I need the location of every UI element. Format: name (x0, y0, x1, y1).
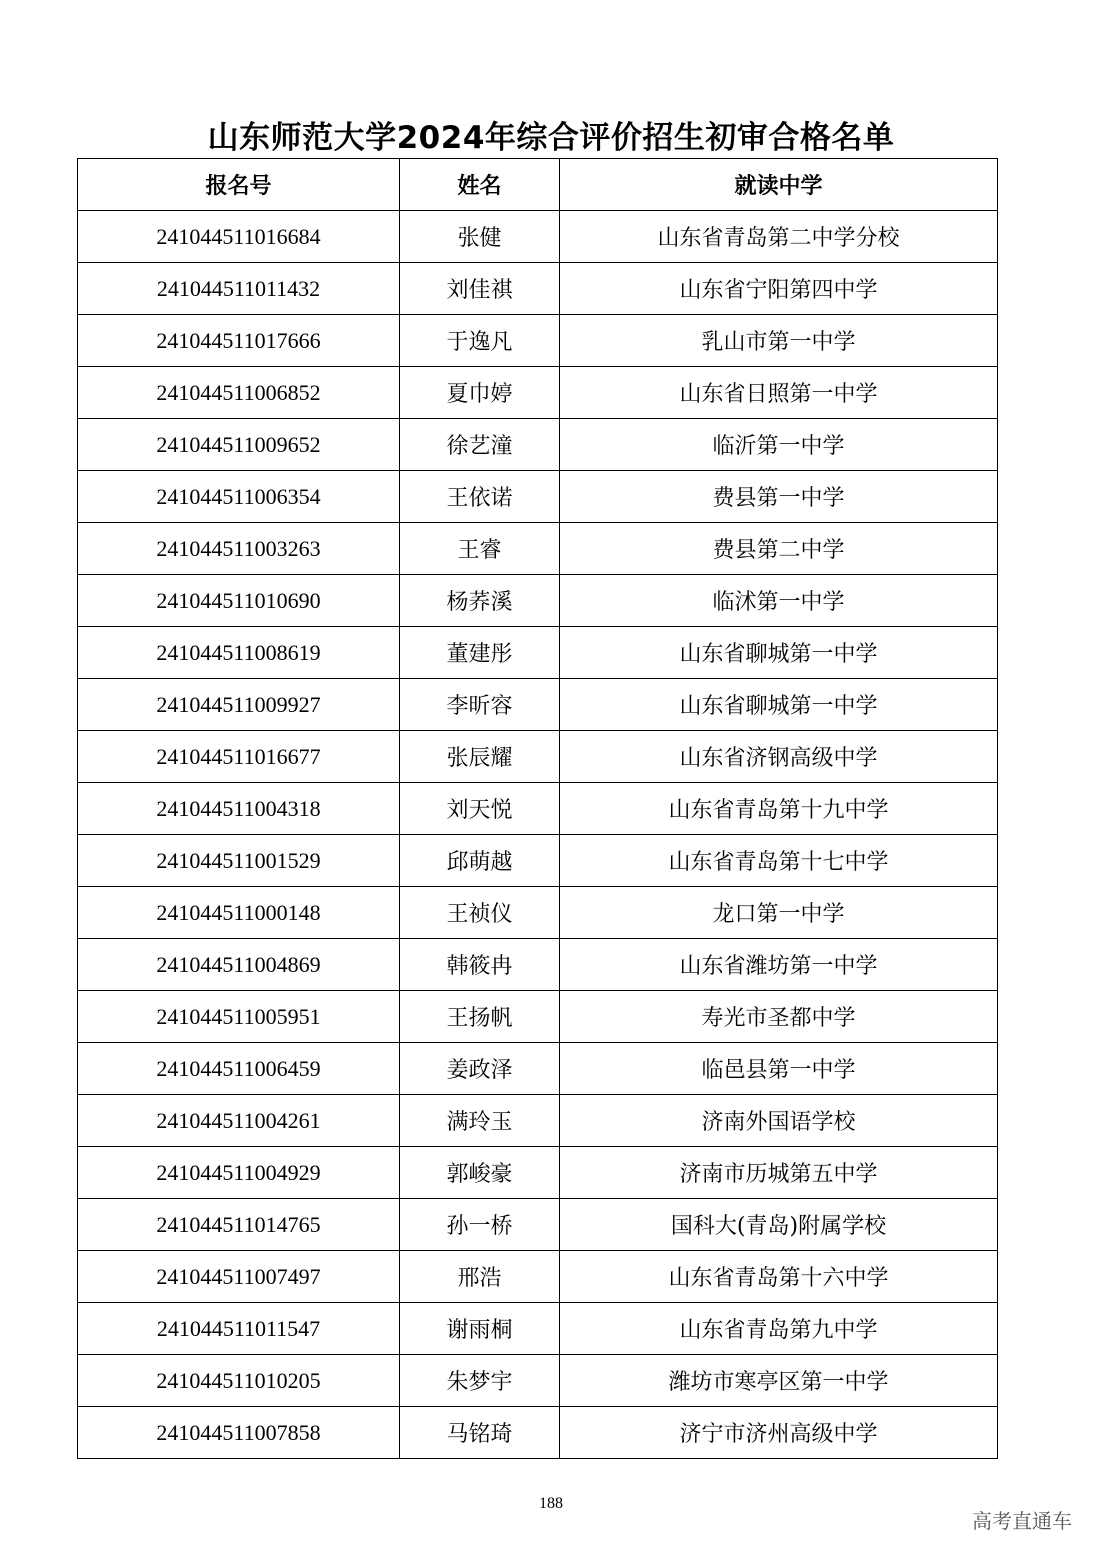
column-header-name: 姓名 (400, 159, 560, 211)
registration-number-cell: 241044511016677 (78, 731, 400, 783)
table-row (78, 1303, 998, 1355)
registration-number-cell: 241044511006354 (78, 471, 400, 523)
school-cell: 山东省青岛第九中学 (560, 1303, 998, 1355)
table-row (78, 315, 998, 367)
table-row (78, 627, 998, 679)
student-name-cell: 朱梦宇 (400, 1355, 560, 1407)
school-cell: 山东省青岛第十九中学 (560, 783, 998, 835)
student-name-cell: 郭峻豪 (400, 1147, 560, 1199)
table-row (78, 991, 998, 1043)
registration-number-cell: 241044511009652 (78, 419, 400, 471)
table-row (78, 783, 998, 835)
school-cell: 山东省青岛第十六中学 (560, 1251, 998, 1303)
table-row (78, 1251, 998, 1303)
table-row (78, 1199, 998, 1251)
school-cell: 临邑县第一中学 (560, 1043, 998, 1095)
school-cell: 济南外国语学校 (560, 1095, 998, 1147)
student-name-cell: 孙一桥 (400, 1199, 560, 1251)
page-number: 188 (539, 1495, 563, 1512)
student-name-cell: 王祯仪 (400, 887, 560, 939)
school-cell: 国科大(青岛)附属学校 (560, 1199, 998, 1251)
table-row (78, 679, 998, 731)
student-name-cell: 韩筱冉 (400, 939, 560, 991)
student-name-cell: 张辰耀 (400, 731, 560, 783)
student-name-cell: 马铭琦 (400, 1407, 560, 1459)
school-cell: 临沭第一中学 (560, 575, 998, 627)
school-cell: 山东省日照第一中学 (560, 367, 998, 419)
school-cell: 龙口第一中学 (560, 887, 998, 939)
school-cell: 山东省宁阳第四中学 (560, 263, 998, 315)
student-name-cell: 邢浩 (400, 1251, 560, 1303)
student-name-cell: 徐艺潼 (400, 419, 560, 471)
registration-number-cell: 241044511010690 (78, 575, 400, 627)
student-name-cell: 刘天悦 (400, 783, 560, 835)
student-name-cell: 杨荞溪 (400, 575, 560, 627)
school-cell: 山东省聊城第一中学 (560, 679, 998, 731)
student-name-cell: 谢雨桐 (400, 1303, 560, 1355)
school-cell: 济南市历城第五中学 (560, 1147, 998, 1199)
registration-number-cell: 241044511008619 (78, 627, 400, 679)
student-name-cell: 邱萌越 (400, 835, 560, 887)
table-body (78, 211, 998, 1459)
registration-number-cell: 241044511005951 (78, 991, 400, 1043)
school-cell: 乳山市第一中学 (560, 315, 998, 367)
admission-list-table (77, 158, 998, 1459)
table-row (78, 1407, 998, 1459)
table-row (78, 1095, 998, 1147)
table-row (78, 523, 998, 575)
registration-number-cell: 241044511004929 (78, 1147, 400, 1199)
table-row (78, 211, 998, 263)
school-cell: 济宁市济州高级中学 (560, 1407, 998, 1459)
table-row (78, 835, 998, 887)
school-cell: 山东省济钢高级中学 (560, 731, 998, 783)
school-cell: 山东省潍坊第一中学 (560, 939, 998, 991)
table-row (78, 419, 998, 471)
student-name-cell: 王扬帆 (400, 991, 560, 1043)
registration-number-cell: 241044511016684 (78, 211, 400, 263)
table-row (78, 575, 998, 627)
registration-number-cell: 241044511007497 (78, 1251, 400, 1303)
student-name-cell: 满玲玉 (400, 1095, 560, 1147)
registration-number-cell: 241044511011432 (78, 263, 400, 315)
school-cell: 费县第一中学 (560, 471, 998, 523)
registration-number-cell: 241044511004261 (78, 1095, 400, 1147)
student-name-cell: 王依诺 (400, 471, 560, 523)
student-name-cell: 王睿 (400, 523, 560, 575)
student-name-cell: 姜政泽 (400, 1043, 560, 1095)
table-row (78, 887, 998, 939)
school-cell: 潍坊市寒亭区第一中学 (560, 1355, 998, 1407)
registration-number-cell: 241044511010205 (78, 1355, 400, 1407)
table-row (78, 731, 998, 783)
registration-number-cell: 241044511011547 (78, 1303, 400, 1355)
registration-number-cell: 241044511001529 (78, 835, 400, 887)
registration-number-cell: 241044511017666 (78, 315, 400, 367)
table-row (78, 471, 998, 523)
school-cell: 山东省青岛第十七中学 (560, 835, 998, 887)
registration-number-cell: 241044511009927 (78, 679, 400, 731)
table-row (78, 1043, 998, 1095)
watermark: 高考直通车 (972, 1509, 1072, 1533)
registration-number-cell: 241044511014765 (78, 1199, 400, 1251)
student-name-cell: 夏巾婷 (400, 367, 560, 419)
column-header-school: 就读中学 (560, 159, 998, 211)
school-cell: 山东省青岛第二中学分校 (560, 211, 998, 263)
student-name-cell: 董建彤 (400, 627, 560, 679)
school-cell: 费县第二中学 (560, 523, 998, 575)
registration-number-cell: 241044511000148 (78, 887, 400, 939)
student-name-cell: 刘佳祺 (400, 263, 560, 315)
student-name-cell: 于逸凡 (400, 315, 560, 367)
school-cell: 山东省聊城第一中学 (560, 627, 998, 679)
column-header-registration-number: 报名号 (78, 159, 400, 211)
registration-number-cell: 241044511006459 (78, 1043, 400, 1095)
table-row (78, 367, 998, 419)
registration-number-cell: 241044511004869 (78, 939, 400, 991)
school-cell: 寿光市圣都中学 (560, 991, 998, 1043)
table-row (78, 939, 998, 991)
student-name-cell: 李昕容 (400, 679, 560, 731)
table-row (78, 1147, 998, 1199)
table-header-row (78, 159, 998, 211)
school-cell: 临沂第一中学 (560, 419, 998, 471)
table-row (78, 263, 998, 315)
registration-number-cell: 241044511007858 (78, 1407, 400, 1459)
registration-number-cell: 241044511006852 (78, 367, 400, 419)
registration-number-cell: 241044511004318 (78, 783, 400, 835)
registration-number-cell: 241044511003263 (78, 523, 400, 575)
table-row (78, 1355, 998, 1407)
student-name-cell: 张健 (400, 211, 560, 263)
document-title: 山东师范大学2024年综合评价招生初审合格名单 (207, 120, 895, 156)
